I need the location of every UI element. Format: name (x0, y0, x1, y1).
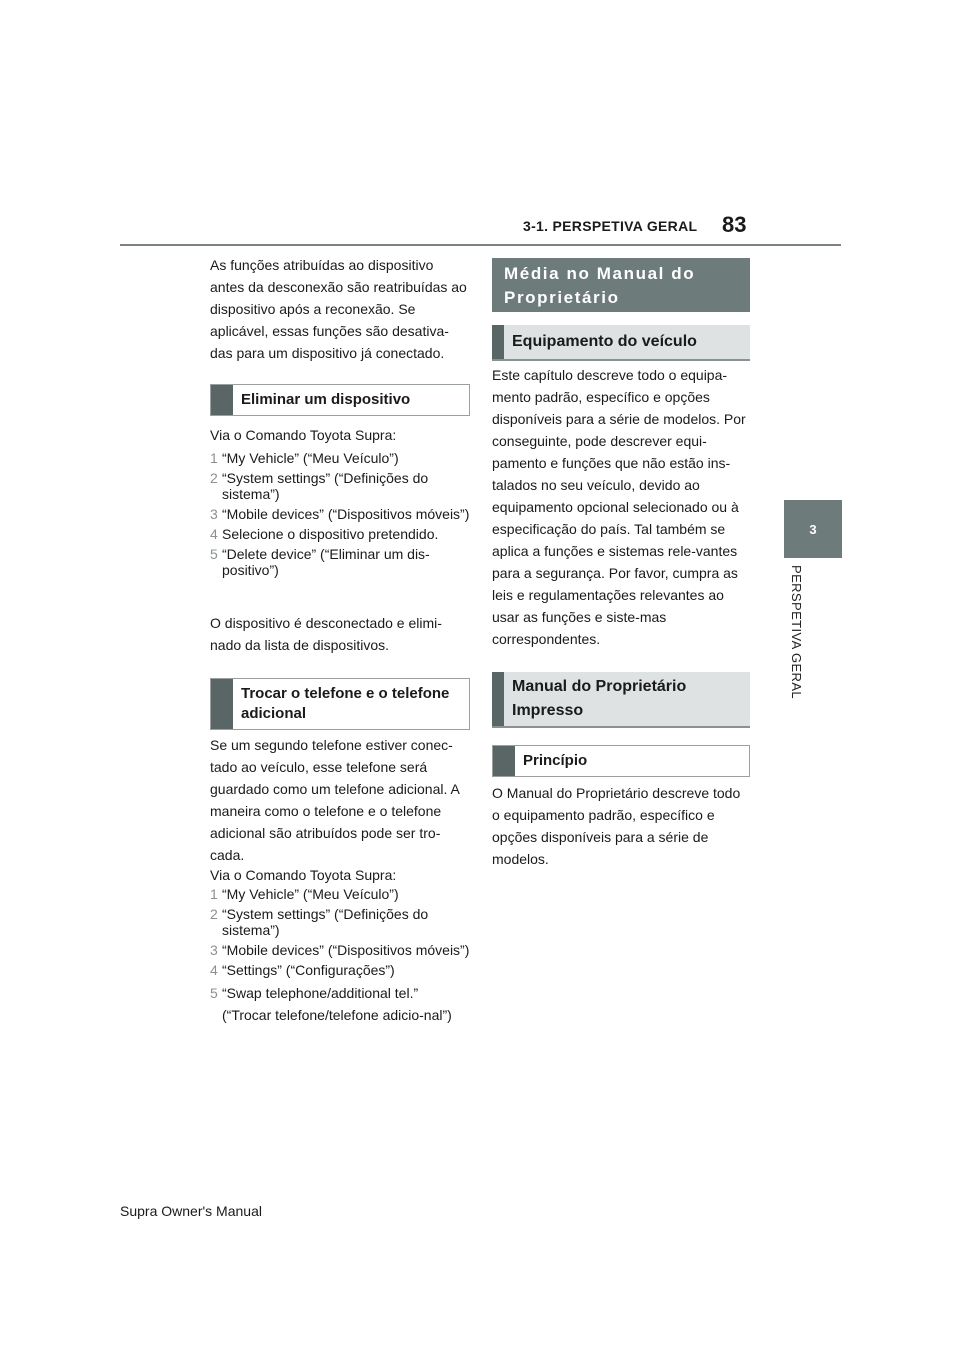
heading-bar (492, 325, 504, 359)
list-item: 5 “Swap telephone/additional tel.” (“Trocar telefone/telefone adicio-nal”) (210, 985, 452, 1023)
subsection-title: Manual do Proprietário Impresso (512, 678, 687, 719)
heading-bar (493, 746, 515, 776)
steps-list-swap (210, 886, 470, 1030)
swap-paragraph: Se um segundo telefone estiver conec-tado ao veículo, esse telefone será guardado como um telefone adicional. A maneira como o telefone e o telefone adicional são atribuídos pode ser tro-cada. (210, 737, 460, 863)
list-item: 2 “System settings” (“Definições do sistema”) (210, 906, 429, 938)
list-item: 3 “Mobile devices” (“Dispositivos móveis”) (210, 942, 470, 958)
subsection-title: Equipamento do veículo (512, 333, 697, 350)
subsection-heading-printed-manual (492, 672, 750, 728)
intro-paragraph: As funções atribuídas ao dispositivo antes da desconexão são reatribuídas ao dispositivo após a reconexão. Se aplicável, essas funções são desativa-das para um dispositivo já conectado. (210, 257, 467, 361)
equipment-paragraph: Este capítulo descreve todo o equipa-mento padrão, específico e opções disponíveis para a série de modelos. Por conseguinte, pode descrever equi-pamento e funções que não estão ins-talados no seu veículo, devido ao equipamento opcional selecionado ou à especificação do país. Tal também se aplica a funções e sistemas rele-vantes para a segurança. Por favor, cumpra as leis e regulamentações relevantes ao usar as funções e siste-mas correspondentes. (492, 367, 746, 647)
list-item: 4 Selecione o dispositivo pretendido. (210, 526, 439, 542)
heading-bar (211, 679, 233, 729)
list-item: 1 “My Vehicle” (“Meu Veículo”) (210, 886, 399, 902)
section-heading-principle (492, 745, 750, 777)
list-item: 2 “System settings” (“Definições do sistema”) (210, 470, 429, 502)
section-title: Princípio (523, 752, 588, 769)
list-item: 5 “Delete device” (“Eliminar um dis-positivo”) (210, 546, 430, 578)
section-title: Trocar o telefone e o telefone adicional (241, 685, 450, 722)
after-paragraph: O dispositivo é desconectado e elimi-nado da lista de dispositivos. (210, 615, 442, 653)
chapter-tab: 3 (784, 500, 842, 558)
chapter-side-label: PERSPETIVA GERAL (789, 565, 804, 700)
list-item: 1 “My Vehicle” (“Meu Veículo”) (210, 450, 399, 466)
section-heading-swap-phone (210, 678, 470, 730)
subsection-heading-vehicle-equipment (492, 325, 750, 361)
steps-list-delete (210, 450, 470, 582)
section-heading-delete-device (210, 384, 470, 416)
list-item: 3 “Mobile devices” (“Dispositivos móveis”) (210, 506, 470, 522)
section-header: 3-1. PERSPETIVA GERAL (523, 218, 698, 234)
principle-paragraph: O Manual do Proprietário descreve todo o equipamento padrão, específico e opções disponíveis para a série de modelos. (492, 785, 741, 867)
main-section-title: Média no Manual do Proprietário (492, 258, 750, 312)
via-text: Via o Comando Toyota Supra: (210, 427, 397, 443)
heading-bar (211, 385, 233, 415)
page-number: 83 (722, 212, 747, 237)
list-item: 4 “Settings” (“Configurações”) (210, 962, 395, 978)
header-divider (120, 244, 841, 246)
heading-bar (492, 672, 504, 726)
manual-footer-title: Supra Owner's Manual (120, 1203, 262, 1219)
via-text: Via o Comando Toyota Supra: (210, 867, 397, 883)
section-title: Eliminar um dispositivo (241, 391, 411, 408)
